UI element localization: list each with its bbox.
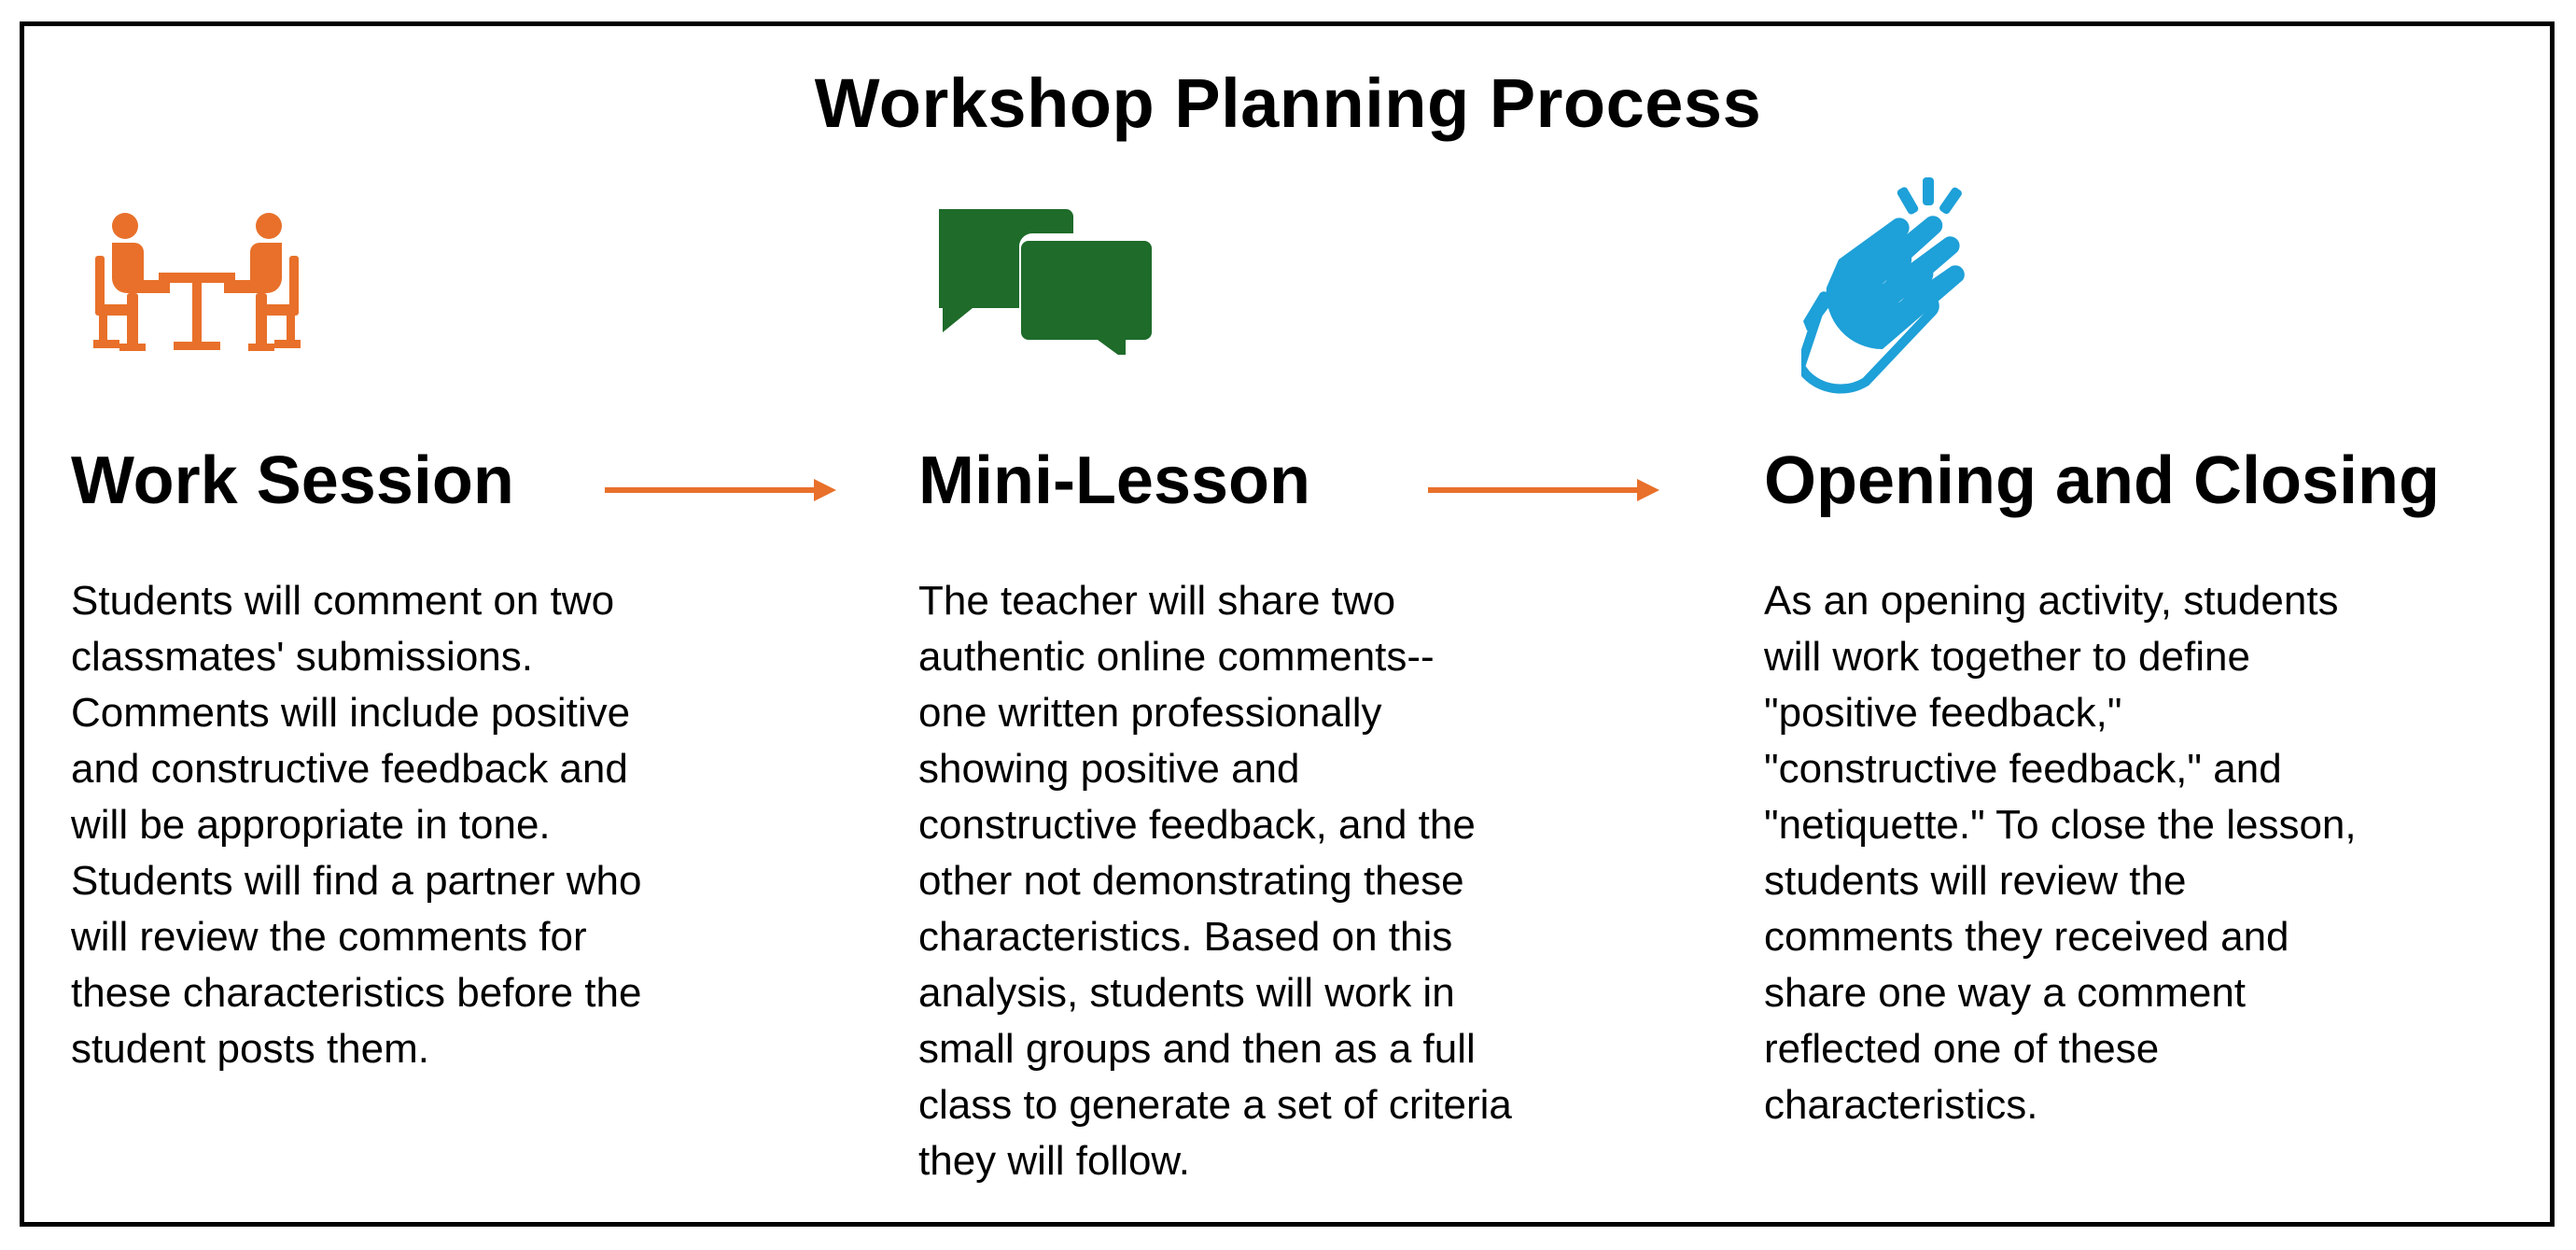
people-at-table-icon xyxy=(93,213,301,351)
step-body-mini-lesson: The teacher will share two authentic online comments-- one written professionally showing positive and constructive feedback, and the other not demonstrating these characteristics. Based on this analysis, students will work in small groups and then as a full class to generate a set of criteria they will follow. xyxy=(918,578,1512,1184)
diagram-title: Workshop Planning Process xyxy=(814,64,1762,142)
clapping-hands-icon xyxy=(1801,174,1982,394)
step-heading-mini-lesson: Mini-Lesson xyxy=(918,443,1311,518)
arrow-work-to-mini xyxy=(605,474,836,506)
chat-bubbles-icon xyxy=(939,209,1152,355)
step-body-opening-closing: As an opening activity, students will work together to define "positive feedback," "constructive feedback," and "netiquette." To close the lesson, students will review the comments they received and share one way a comment reflected one of these characteristics. xyxy=(1764,578,2357,1128)
arrow-mini-to-opening xyxy=(1428,474,1659,506)
step-heading-work-session: Work Session xyxy=(71,443,514,518)
step-heading-opening-closing: Opening and Closing xyxy=(1764,443,2440,518)
step-body-work-session: Students will comment on two classmates' submissions. Comments will include positive and constructive feedback and will be appropriate in tone. Students will find a partner who will review the comments for these characteristics before the student posts them. xyxy=(71,578,642,1072)
